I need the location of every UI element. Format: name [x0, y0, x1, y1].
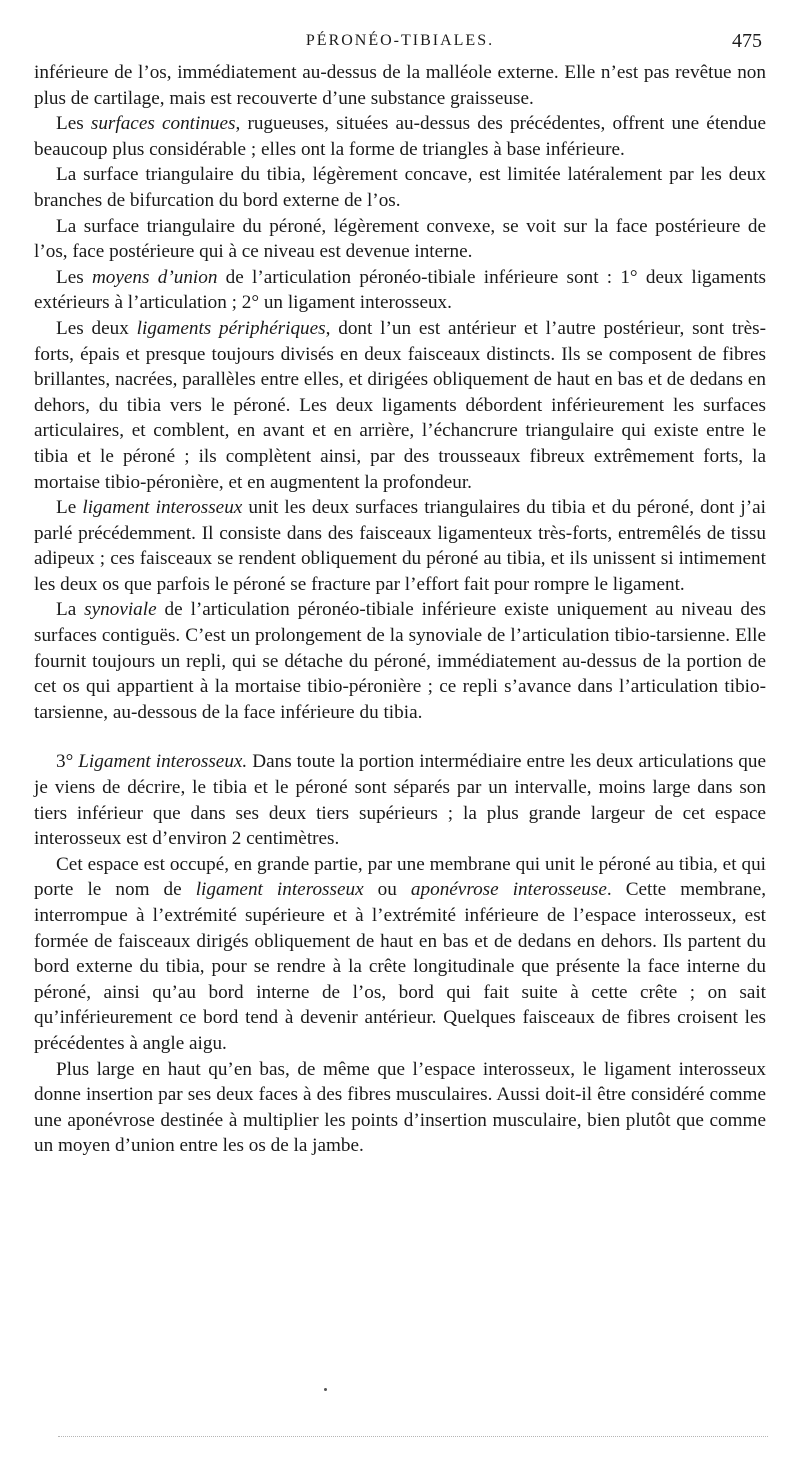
- text-run: de l’articulation péronéo-tibiale inférieure sont : 1° deux ligaments extérieurs à l’articulation ; 2° un ligament interosseux.: [34, 266, 766, 314]
- text-run: unit les deux surfaces triangulaires du tibia et du péroné, dont j’ai parlé précédemment. Il consiste dans des faisceaux ligamenteux très-forts, entremêlés de tissu adipeux ; ces faisceaux se rendent obliquement du péroné au tibia, et ils unissent si intimement les deux os que parfois le péroné se fracture par l’effort fait pour rompre le ligament.: [34, 497, 766, 595]
- italic-term: Ligament interosseux.: [78, 751, 248, 773]
- text-run: La: [56, 599, 85, 621]
- paragraph: [34, 852, 766, 1057]
- paragraph: [34, 749, 766, 851]
- italic-term: ligaments périphériques: [136, 317, 326, 339]
- text-run: . Cette membrane, interrompue à l’extrémité supérieure et à l’extrémité inférieure de l’espace interosseux, est formée de faisceaux dirigés obliquement de haut en bas et de dedans en dehors. Ils partent du bord externe du tibia, pour se rendre à la crête longitudinale que présente la face interne du péroné, ainsi qu’au bord interne de l’os, bord qui fait suite à cette crête ; on sait qu’inférieurement ce bord tend à devenir antérieur. Quelques faisceaux de fibres croisent les précédentes à angle aigu.: [34, 879, 767, 1054]
- running-head: [34, 30, 766, 60]
- footer-bleed-line: [58, 1436, 768, 1437]
- paragraph: [34, 162, 766, 213]
- text-run: La surface triangulaire du péroné, légèrement convexe, se voit sur la face postérieure de l’os, face postérieure qui à ce niveau est devenue interne.: [34, 215, 766, 263]
- paragraph: [34, 495, 766, 597]
- body-text: [34, 60, 766, 1159]
- text-run: La surface triangulaire du tibia, légèrement concave, est limitée latéralement par les deux branches de bifurcation du bord externe de l’os.: [34, 164, 766, 211]
- paragraph: [34, 316, 766, 495]
- italic-term: ligament interosseux: [195, 879, 364, 901]
- text-run: inférieure de l’os, immédiatement au-dessus de la malléole externe. Elle n’est pas revêtue non plus de cartilage, mais est recouverte d’une substance graisseuse.: [34, 62, 766, 109]
- text-run: Les deux: [56, 317, 137, 339]
- italic-term: ligament interosseux: [82, 497, 243, 519]
- italic-term: moyens d’union: [91, 266, 218, 288]
- text-run: Les: [56, 113, 91, 135]
- running-title: PÉRONÉO-TIBIALES.: [305, 32, 495, 49]
- text-run: de l’articulation péronéo-tibiale inférieure existe uniquement au niveau des surfaces contiguës. C’est un prolongement de la synoviale de l’articulation tibio-tarsienne. Elle fournit toujours un repli, qui se détache du péroné, immédiatement au-dessus de la portion de cet os qui appartient à la mortaise tibio-péronière ; ce repli s’avance dans l’articulation tibio-tarsienne, au-dessous de la face inférieure du tibia.: [34, 599, 766, 723]
- page-number: 475: [732, 30, 762, 52]
- paragraph: [34, 1057, 766, 1159]
- text-run: Cet espace est occupé, en grande partie, par une membrane qui unit le péroné au tibia, et qui porte le nom de: [34, 853, 766, 901]
- italic-term: synoviale: [84, 599, 157, 621]
- italic-term: surfaces continues: [90, 113, 236, 135]
- text-run: Plus large en haut qu’en bas, de même que l’espace interosseux, le ligament interosseux donne insertion par ses deux faces à des fibres musculaires. Aussi doit-il être considéré comme une aponévrose destinée à multiplier les points d’insertion musculaire, bien plutôt que comme un moyen d’union entre les os de la jambe.: [34, 1058, 766, 1157]
- text-run: 3°: [56, 751, 79, 773]
- paragraph: [34, 60, 766, 111]
- text-run: Le: [56, 497, 83, 519]
- paragraph: [34, 214, 766, 265]
- paragraph: [34, 597, 766, 725]
- stray-mark: [324, 1388, 327, 1391]
- italic-term: aponévrose interosseuse: [410, 879, 607, 901]
- text-run: , dont l’un est antérieur et l’autre postérieur, sont très-forts, épais et presque toujours divisés en deux faisceaux distincts. Ils se composent de fibres brillantes, nacrées, parallèles entre elles, et dirigées obliquement de haut en bas et de dedans en dehors, du tibia vers le péroné. Les deux ligaments débordent inférieurement les surfaces articulaires, et comblent, en avant et en arrière, l’échancrure triangulaire qui existe entre le tibia et le péroné ; ils complètent ainsi, par des trousseaux fibreux extrêmement forts, la mortaise tibio-péronière, et en augmentent la profondeur.: [34, 317, 766, 493]
- paragraph: [34, 265, 766, 316]
- text-run: ou: [363, 879, 411, 901]
- text-run: , rugueuses, situées au-dessus des précédentes, offrent une étendue beaucoup plus considérable ; elles ont la forme de triangles à base inférieure.: [34, 113, 766, 160]
- text-run: Dans toute la portion intermédiaire entre les deux articulations que je viens de décrire, le tibia et le péroné sont séparés par un intervalle, moins large dans son tiers inférieur que dans ses deux tiers supérieurs ; la plus grande largeur de cet espace interosseux est d’environ 2 centimètres.: [34, 751, 767, 850]
- text-run: Les: [56, 266, 92, 288]
- paragraph: [34, 111, 766, 162]
